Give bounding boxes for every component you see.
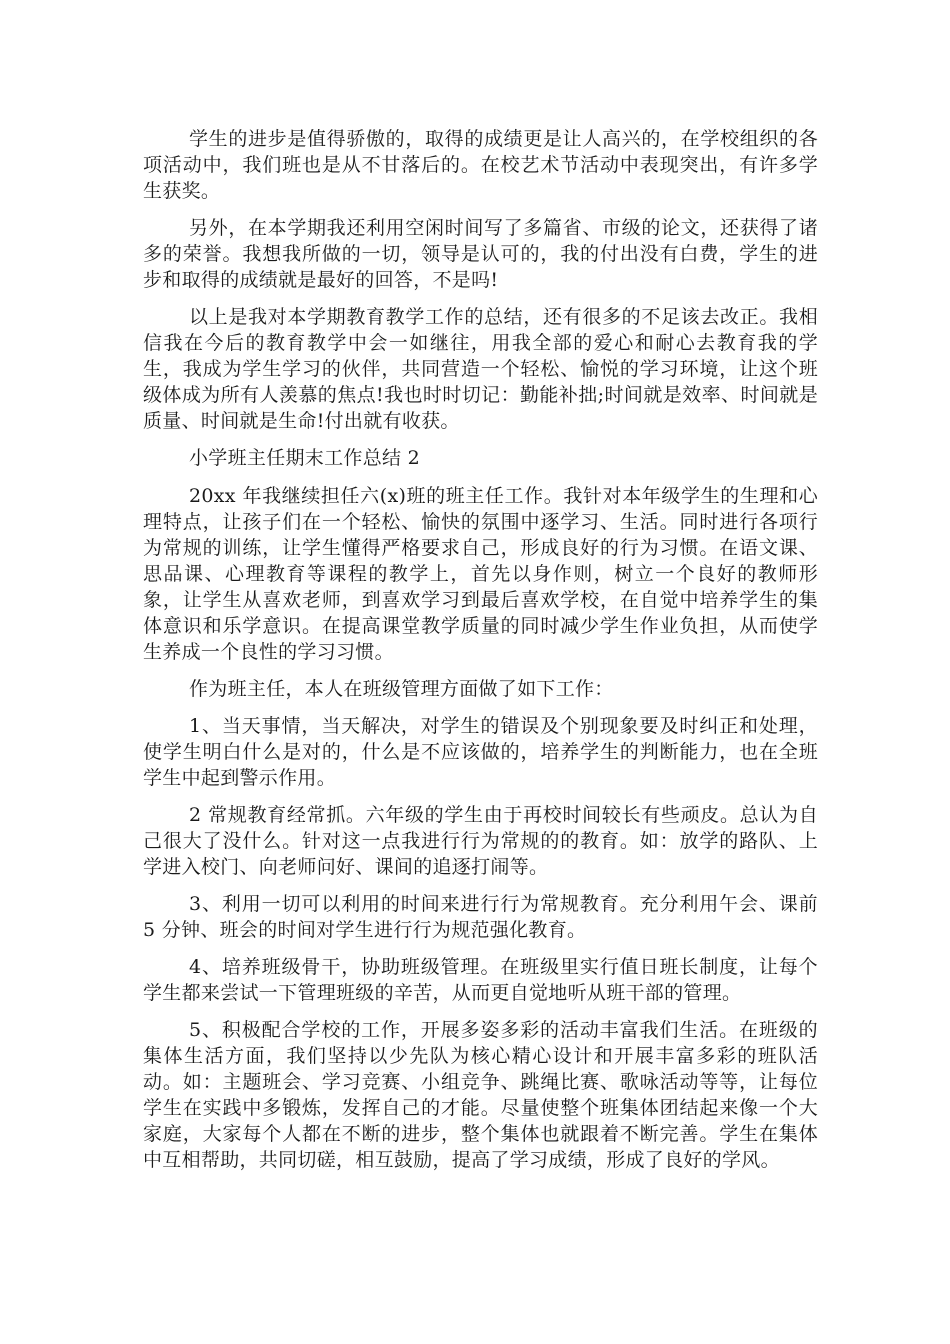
list-item-1: 1、当天事情，当天解决，对学生的错误及个别现象要及时纠正和处理，使学生明白什么是对的，什么是不应该做的，培养学生的判断能力，也在全班学生中起到警示作用。 [143,715,818,789]
paragraph-papers-honors: 另外，在本学期我还利用空闲时间写了多篇省、市级的论文，还获得了诸多的荣誉。我想我所做的一切，领导是认可的，我的付出没有白费，学生的进步和取得的成绩就是最好的回答，不是吗! [143,217,818,291]
list-item-5: 5、积极配合学校的工作，开展多姿多彩的活动丰富我们生活。在班级的集体生活方面，我们坚持以少先队为核心精心设计和开展丰富多彩的班队活动。如：主题班会、学习竞赛、小组竞争、跳绳比赛、歌咏活动等等，让每位学生在实践中多锻炼，发挥自己的才能。尽量使整个班集体团结起来像一个大家庭，大家每个人都在不断的进步，整个集体也就跟着不断完善。学生在集体中互相帮助，共同切磋，相互鼓励，提高了学习成绩，形成了良好的学风。 [143,1019,818,1171]
paragraph-class-teacher-work: 20xx 年我继续担任六(x)班的班主任工作。我针对本年级学生的生理和心理特点，让孩子们在一个轻松、愉快的氛围中逐学习、生活。同时进行各项行为常规的训练，让学生懂得严格要求自己，形成良好的行为习惯。在语文课、思品课、心理教育等课程的教学上，首先以身作则，树立一个良好的教师形象，让学生从喜欢老师，到喜欢学习到最后喜欢学校，在自觉中培养学生的集体意识和乐学意识。在提高课堂教学质量的同时减少学生作业负担，从而使学生养成一个良性的学习习惯。 [143,485,818,663]
list-item-3: 3、利用一切可以利用的时间来进行行为常规教育。充分利用午会、课前 5 分钟、班会的时间对学生进行行为规范强化教育。 [143,893,818,941]
paragraph-management-intro: 作为班主任，本人在班级管理方面做了如下工作： [189,678,614,700]
document-body [143,126,818,1184]
list-item-2: 2 常规教育经常抓。六年级的学生由于再校时间较长有些顽皮。总认为自己很大了没什么。针对这一点我进行行为常规的的教育。如：放学的路队、上学进入校门、向老师问好、课间的追逐打闹等。 [143,804,818,878]
list-item-4: 4、培养班级骨干，协助班级管理。在班级里实行值日班长制度，让每个学生都来尝试一下管理班级的辛苦，从而更自觉地听从班干部的管理。 [143,956,818,1004]
section-heading: 小学班主任期末工作总结 2 [189,447,421,469]
paragraph-student-progress: 学生的进步是值得骄傲的，取得的成绩更是让人高兴的，在学校组织的各项活动中，我们班也是从不甘落后的。在校艺术节活动中表现突出，有许多学生获奖。 [143,128,818,202]
paragraph-semester-summary: 以上是我对本学期教育教学工作的总结，还有很多的不足该去改正。我相信我在今后的教育教学中会一如继往，用我全部的爱心和耐心去教育我的学生，我成为学生学习的伙伴，共同营造一个轻松、愉悦的学习环境，让这个班级体成为所有人羡慕的焦点!我也时时切记：勤能补拙;时间就是效率、时间就是质量、时间就是生命!付出就有收获。 [143,306,818,432]
